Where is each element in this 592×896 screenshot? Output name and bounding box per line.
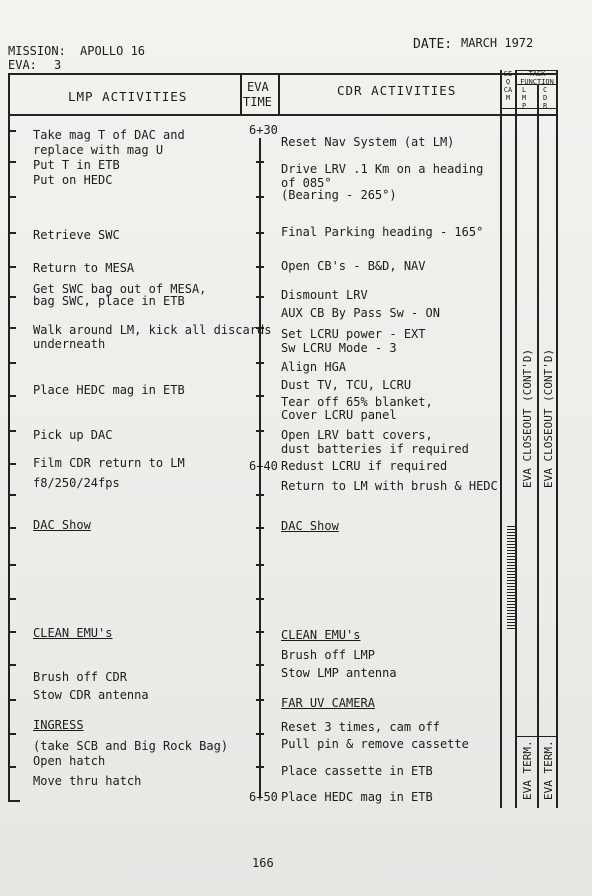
eva-time-640: 6+40 [249, 459, 278, 473]
mission-value: APOLLO 16 [80, 44, 146, 58]
lmp-tick [8, 130, 16, 132]
time-tick [256, 766, 264, 768]
lmp-tick [8, 527, 16, 529]
time-tick [256, 232, 264, 234]
lmp-step: Move thru hatch [33, 774, 142, 788]
cdr-step: Sw LCRU Mode - 3 [281, 341, 397, 355]
cdr-step: Dismount LRV [281, 288, 368, 302]
lmp-tick [8, 564, 16, 566]
lmp-step: Get SWC bag out of MESA, [33, 282, 207, 296]
lmp-step: Open hatch [33, 754, 106, 768]
lmp-tick [8, 733, 16, 735]
cdr-step: Align HGA [281, 360, 347, 374]
lmp-tick [8, 232, 16, 234]
cdr-step: DAC Show [281, 519, 339, 533]
lmp-tick [8, 296, 16, 298]
time-tick [256, 196, 264, 198]
lmp-tick [8, 266, 16, 268]
time-tick [256, 733, 264, 735]
lmp-step: Retrieve SWC [33, 228, 120, 242]
eva-time-header-line1: EVA [247, 80, 269, 94]
time-tick [256, 494, 264, 496]
cdr-step: AUX CB By Pass Sw - ON [281, 306, 440, 320]
lmp-step: Put T in ETB [33, 158, 120, 172]
lmp-tick [8, 598, 16, 600]
cdr-step: Open LRV batt covers, [281, 428, 433, 442]
time-tick [256, 266, 264, 268]
cdr-step: Tear off 65% blanket, [281, 395, 433, 409]
cdr-activities-header: CDR ACTIVITIES [337, 83, 457, 98]
lmp-step: Stow CDR antenna [33, 688, 149, 702]
lmp-step: replace with mag U [33, 143, 164, 157]
cdr-step: Stow LMP antenna [281, 666, 397, 680]
cdr-step: CLEAN EMU's [281, 628, 361, 642]
cdr-step: FAR UV CAMERA [281, 696, 375, 710]
lmp-end-tick [8, 800, 20, 802]
lmp-step: Place HEDC mag in ETB [33, 383, 185, 397]
header-divider-eva-right [278, 73, 280, 115]
seq-cam-right-rule [515, 70, 517, 808]
lmp-tick [8, 664, 16, 666]
cdr-step: dust batteries if required [281, 442, 469, 456]
lmp-tick [8, 494, 16, 496]
time-tick [256, 564, 264, 566]
eva-time-630: 6+30 [249, 123, 278, 137]
mission-label: MISSION: [8, 44, 66, 58]
time-tick [256, 631, 264, 633]
task-term-cdr: EVA TERM. [542, 740, 555, 800]
task-function-divider [537, 84, 539, 808]
cdr-step: Dust TV, TCU, LCRU [281, 378, 412, 392]
lmp-step: Return to MESA [33, 261, 135, 275]
lmp-activities-header: LMP ACTIVITIES [68, 89, 188, 104]
task-cdr-header: CDR [543, 86, 548, 110]
time-tick [256, 161, 264, 163]
lmp-tick [8, 395, 16, 397]
header-divider-eva-left [240, 73, 242, 115]
time-tick [256, 527, 264, 529]
time-tick [256, 598, 264, 600]
cdr-step: Reset Nav System (at LM) [281, 135, 455, 149]
task-closeout-lmp: EVA CLOSEOUT (CONT'D) [521, 348, 534, 488]
seq-cam-run-bar [507, 526, 515, 631]
time-tick [256, 699, 264, 701]
cdr-step: Place HEDC mag in ETB [281, 790, 433, 804]
eva-value: 3 [54, 58, 62, 72]
lmp-step: Brush off CDR [33, 670, 127, 684]
lmp-step: Put on HEDC [33, 173, 113, 187]
header-bottom-rule [8, 114, 556, 116]
cdr-step: Drive LRV .1 Km on a heading [281, 162, 484, 176]
lmp-tick [8, 196, 16, 198]
page-number: 166 [252, 856, 274, 870]
task-lmp-header: LMP [522, 86, 527, 110]
cdr-step: Brush off LMP [281, 648, 375, 662]
cdr-step: Pull pin & remove cassette [281, 737, 469, 751]
lmp-tick [8, 463, 16, 465]
seq-cam-header: SEQ CAM [503, 70, 513, 102]
task-function-header: TASK FUNCTION [520, 70, 554, 86]
lmp-step: bag SWC, place in ETB [33, 294, 185, 308]
lmp-step: INGRESS [33, 718, 84, 732]
lmp-step: underneath [33, 337, 106, 351]
lmp-tick [8, 766, 16, 768]
date-value: MARCH 1972 [461, 36, 534, 50]
time-tick [256, 664, 264, 666]
lmp-step: CLEAN EMU's [33, 626, 113, 640]
time-tick [256, 395, 264, 397]
lmp-step: DAC Show [33, 518, 91, 532]
lmp-step: f8/250/24fps [33, 476, 120, 490]
eva-time-header-line2: TIME [243, 95, 272, 109]
cdr-step: (Bearing - 265°) [281, 188, 397, 202]
cdr-step: of 085° [281, 176, 332, 190]
time-tick [256, 430, 264, 432]
cdr-step: Return to LM with brush & HEDC [281, 479, 498, 493]
lmp-step: Film CDR return to LM [33, 456, 185, 470]
lmp-step: Take mag T of DAC and [33, 128, 185, 142]
lmp-tick [8, 161, 16, 163]
lmp-tick [8, 362, 16, 364]
lmp-tick [8, 430, 16, 432]
cdr-step: Set LCRU power - EXT [281, 327, 426, 341]
cdr-step: Redust LCRU if required [281, 459, 448, 473]
header-left-rule [8, 73, 10, 115]
lmp-step: (take SCB and Big Rock Bag) [33, 739, 229, 753]
lmp-tick [8, 699, 16, 701]
task-term-lmp: EVA TERM. [521, 740, 534, 800]
eva-label: EVA: [8, 58, 37, 72]
time-tick [256, 296, 264, 298]
task-function-right-rule [556, 70, 558, 808]
task-closeout-cdr: EVA CLOSEOUT (CONT'D) [542, 348, 555, 488]
task-term-rule [515, 736, 557, 737]
cdr-step: Cover LCRU panel [281, 408, 397, 422]
eva-time-650: 6+50 [249, 790, 278, 804]
cdr-step: Place cassette in ETB [281, 764, 433, 778]
time-tick [256, 362, 264, 364]
lmp-tick [8, 631, 16, 633]
lmp-tick [8, 327, 16, 329]
lmp-step: Walk around LM, kick all discards [33, 323, 272, 337]
cdr-step: Reset 3 times, cam off [281, 720, 440, 734]
cdr-step: Open CB's - B&D, NAV [281, 259, 426, 273]
seq-cam-left-rule [500, 70, 502, 808]
lmp-step: Pick up DAC [33, 428, 113, 442]
date-label: DATE: [413, 37, 453, 52]
cdr-step: Final Parking heading - 165° [281, 225, 484, 239]
header-top-rule [8, 73, 556, 75]
